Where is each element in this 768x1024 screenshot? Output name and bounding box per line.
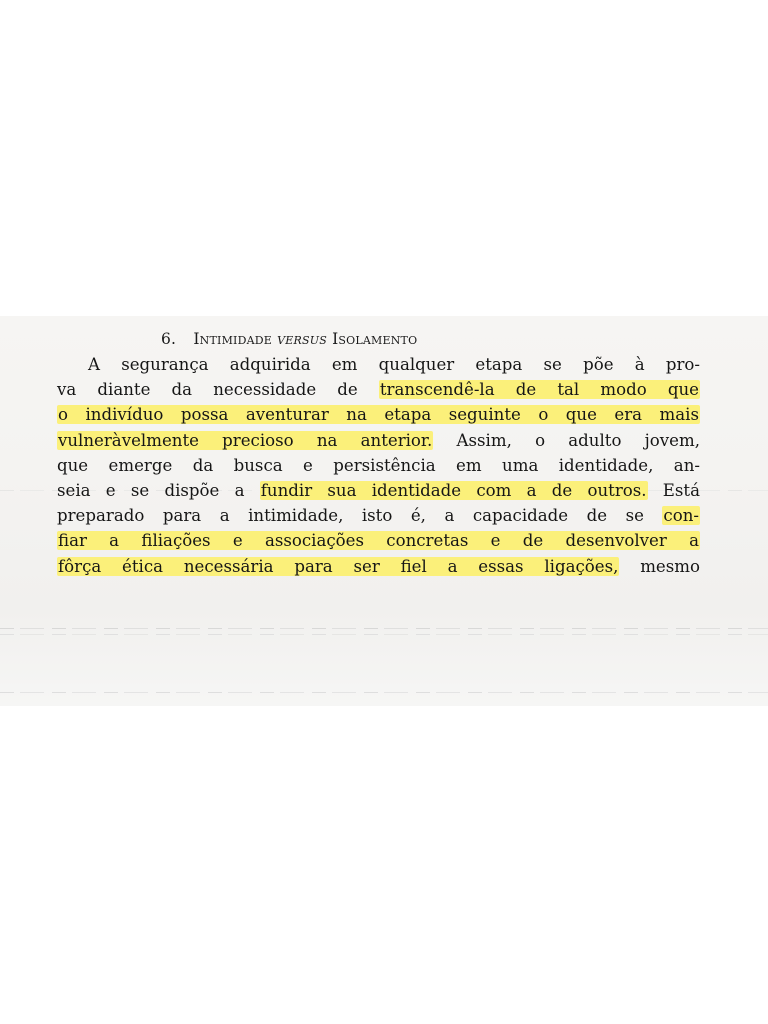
text-line: [57, 504, 700, 528]
highlighted-text: fiar a filiações e associações concretas e de desenvolver a: [58, 531, 699, 551]
text-line: [57, 429, 700, 453]
text-segment: seia e se dispõe a: [57, 481, 260, 500]
text-segment: A segurança adquirida em qualquer etapa se põe à pro-: [88, 355, 700, 374]
highlighted-text: fundir sua identidade com a de outros.: [260, 481, 647, 500]
highlighted-text: vulneràvelmente precioso na anterior.: [58, 430, 433, 450]
highlighted-text: transcendê-la de tal modo que: [379, 380, 700, 400]
section-title-part1: Intimidade: [193, 330, 272, 348]
highlighted-text: o indivíduo possa aventurar na etapa seguinte o que era mais: [58, 405, 699, 425]
text-segment: Está: [647, 481, 700, 500]
scan-artifact-line: [0, 692, 768, 693]
text-segment: mesmo: [619, 556, 700, 576]
section-number: 6.: [161, 330, 177, 348]
text-segment: Assim, o adulto jovem,: [433, 430, 700, 450]
text-line: [88, 353, 700, 377]
text-segment: que emerge da busca e persistência em uma identidade, an-: [57, 455, 700, 475]
section-title-versus: versus: [277, 330, 327, 348]
text-line: [57, 529, 700, 553]
text-segment: preparado para a intimidade, isto é, a capacidade de se: [57, 506, 663, 526]
text-line: [57, 454, 700, 478]
text-line: [57, 378, 700, 402]
section-title-part2: Isolamento: [332, 330, 418, 348]
section-heading: [161, 330, 417, 348]
scan-artifact-line: [0, 628, 768, 629]
text-line: [57, 479, 700, 503]
text-line: [57, 403, 700, 427]
text-segment: va diante da necessidade de: [57, 380, 379, 400]
text-line: [57, 555, 700, 579]
highlighted-text: fôrça ética necessária para ser fiel a essas ligações,: [58, 556, 619, 576]
highlighted-text: con-: [663, 506, 699, 526]
scan-artifact-line: [0, 634, 768, 635]
